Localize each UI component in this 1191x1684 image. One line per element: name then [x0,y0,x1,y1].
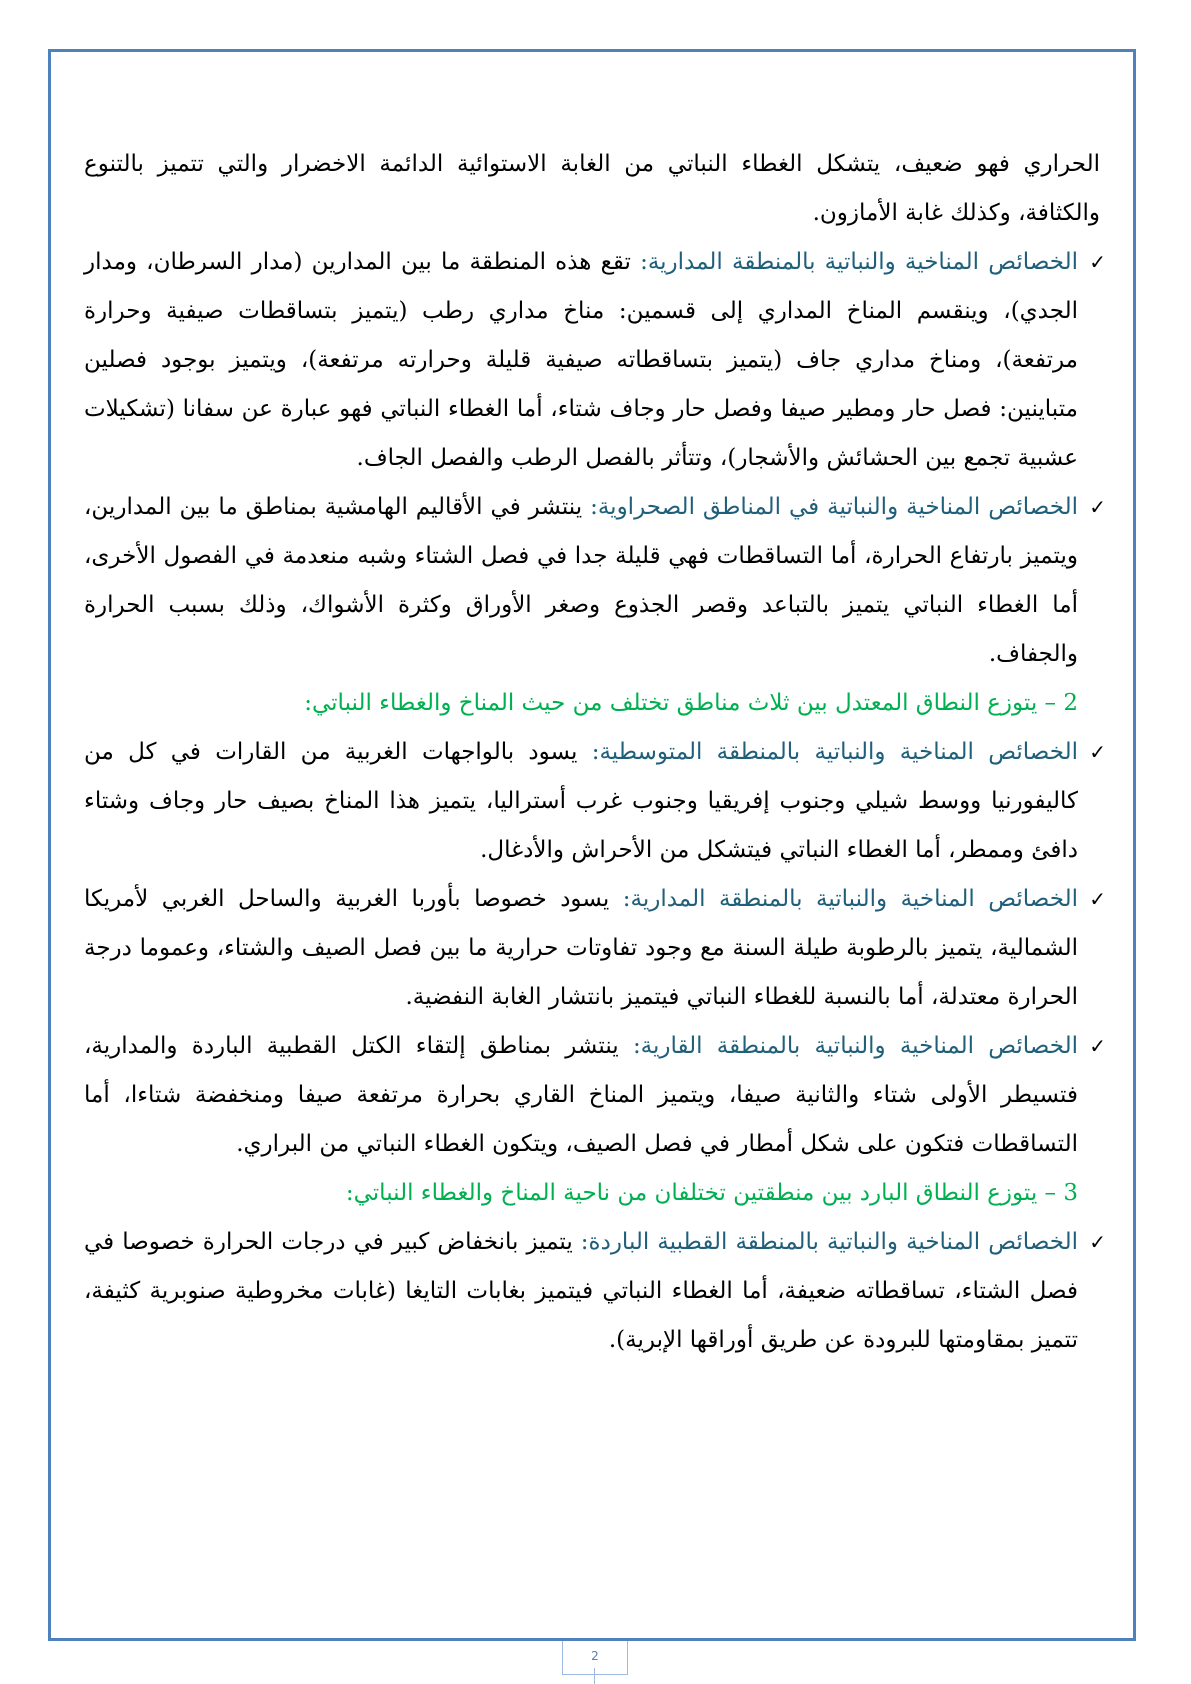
checkmark-icon: ✓ [1089,250,1106,274]
section-heading: 2 – يتوزع النطاق المعتدل بين ثلاث مناطق تختلف من حيث المناخ والغطاء النباتي: [304,690,1078,716]
item-title: الخصائص المناخية والنباتية في المناطق الصحراوية: [590,494,1078,520]
section-heading: 3 – يتوزع النطاق البارد بين منطقتين تختلفان من ناحية المناخ والغطاء النباتي: [345,1180,1078,1206]
item-title: الخصائص المناخية والنباتية بالمنطقة القارية: [632,1033,1078,1059]
page-number-stem [594,1668,595,1684]
item-title: الخصائص المناخية والنباتية بالمنطقة المدارية: [622,886,1078,912]
checkmark-icon: ✓ [1089,740,1106,764]
list-item [84,1218,1106,1365]
list-item [84,1022,1106,1169]
item-title: الخصائص المناخية والنباتية بالمنطقة المتوسطية: [591,739,1078,765]
list-item [84,238,1106,483]
checkmark-icon: ✓ [1089,495,1106,519]
list-item [84,728,1106,875]
checkmark-icon: ✓ [1089,887,1106,911]
item-body: يسود بالواجهات الغربية من القارات في كل من كاليفورنيا ووسط شيلي وجنوب إفريقيا وجنوب غرب أستراليا، يتميز هذا المناخ بصيف حار وجاف وشتاء دافئ وممطر، أما الغطاء النباتي فيتشكل من الأحراش والأدغال. [84,739,1078,863]
item-body: ينتشر في الأقاليم الهامشية بمناطق ما بين المدارين، ويتميز بارتفاع الحرارة، أما التساقطات فهي قليلة جدا في فصل الشتاء وشبه منعدمة في الفصول الأخرى، أما الغطاء النباتي يتميز بالتباعد وقصر الجذوع وصغر الأوراق وكثرة الأشواك، وذلك بسبب الحرارة والجفاف. [84,494,1078,667]
item-body: يتميز بانخفاض كبير في درجات الحرارة خصوصا في فصل الشتاء، تساقطاته ضعيفة، أما الغطاء النباتي فيتميز بغابات التايغا (غابات مخروطية صنوبرية كثيفة، تتميز بمقاومتها للبرودة عن طريق أوراقها الإبرية). [84,1229,1078,1353]
page-number: 2 [562,1641,628,1675]
checkmark-icon: ✓ [1089,1230,1106,1254]
list-item [84,875,1106,1022]
item-title: الخصائص المناخية والنباتية بالمنطقة القطبية الباردة: [580,1229,1079,1255]
item-title: الخصائص المناخية والنباتية بالمنطقة المدارية: [640,249,1079,275]
checkmark-icon: ✓ [1089,1034,1106,1058]
item-body: ينتشر بمناطق إلتقاء الكتل القطبية الباردة والمدارية، فتسيطر الأولى شتاء والثانية صيفا، ويتميز المناخ القاري بحرارة مرتفعة صيفا ومنخفضة شتاءا، أما التساقطات فتكون على شكل أمطار في فصل الصيف، ويتكون الغطاء النباتي من البراري. [84,1033,1078,1157]
item-body: تقع هذه المنطقة ما بين المدارين (مدار السرطان، ومدار الجدي)، وينقسم المناخ المداري إلى قسمين: مناخ مداري رطب (يتميز بتساقطات صيفية وحرارة مرتفعة)، ومناخ مداري جاف (يتميز بتساقطاته صيفية قليلة وحرارته مرتفعة)، ويتميز بوجود فصلين متباينين: فصل حار ومطير صيفا وفصل حار وجاف شتاء، أما الغطاء النباتي فهو عبارة عن سفانا (تشكيلات عشبية تجمع بين الحشائش والأشجار)، وتتأثر بالفصل الرطب والفصل الجاف. [84,249,1078,471]
item-body: يسود خصوصا بأوربا الغربية والساحل الغربي لأمريكا الشمالية، يتميز بالرطوبة طيلة السنة مع وجود تفاوتات حرارية ما بين فصل الصيف والشتاء، وعموما درجة الحرارة معتدلة، أما بالنسبة للغطاء النباتي فيتميز بانتشار الغابة النفضية. [84,886,1078,1010]
document-body [84,140,1106,1365]
list-item [84,483,1106,679]
intro-paragraph: الحراري فهو ضعيف، يتشكل الغطاء النباتي من الغابة الاستوائية الدائمة الاخضرار والتي تتميز بالتنوع والكثافة، وكذلك غابة الأمازون. [84,151,1100,226]
